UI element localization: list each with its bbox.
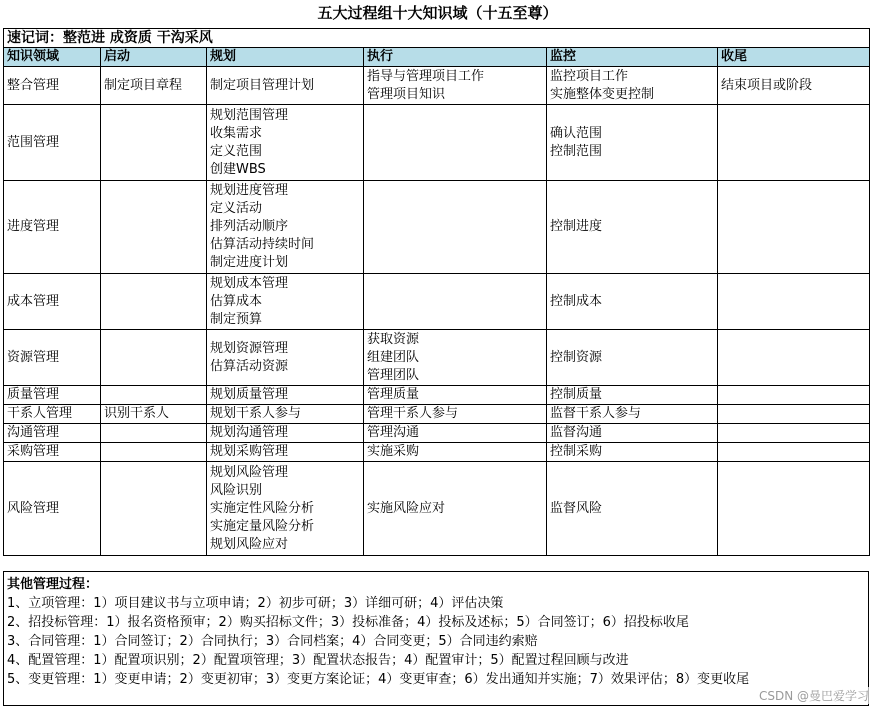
process-name: 组建团队: [367, 349, 420, 365]
process-name: 控制进度: [550, 219, 603, 234]
cell-monitoring: [547, 462, 718, 556]
cell-closing: [718, 330, 870, 386]
process-name: 控制质量: [550, 387, 603, 402]
process-name: 规划范围管理: [210, 107, 289, 123]
cell-area: 采购管理: [4, 443, 101, 462]
cell-planning: [207, 67, 364, 105]
process-name: 估算成本: [210, 293, 263, 309]
cell-closing: [718, 67, 870, 105]
cell-monitoring: [547, 424, 718, 443]
header-planning: 规划: [207, 48, 364, 67]
process-name: 管理团队: [367, 367, 420, 383]
cell-initiating: [101, 386, 207, 405]
cell-initiating: [101, 443, 207, 462]
cell-closing: [718, 405, 870, 424]
process-name: 管理质量: [367, 387, 420, 402]
other-process-item: 1、立项管理：1）项目建议书与立项申请；2）初步可研；3）详细可研；4）评估决策: [7, 596, 504, 611]
process-name: 监督干系人参与: [550, 406, 642, 421]
mnemonic-row: [4, 29, 870, 48]
header-executing: 执行: [364, 48, 547, 67]
cell-planning: [207, 274, 364, 330]
cell-monitoring: [547, 181, 718, 274]
table-row: [4, 462, 870, 556]
cell-planning: [207, 443, 364, 462]
table-row: [4, 443, 870, 462]
cell-planning: [207, 105, 364, 181]
cell-area: 范围管理: [4, 105, 101, 181]
cell-planning: [207, 462, 364, 556]
cell-executing: [364, 67, 547, 105]
header-monitoring: 监控: [547, 48, 718, 67]
process-name: 控制采购: [550, 444, 603, 459]
process-name: 规划风险管理: [210, 464, 289, 480]
cell-planning: [207, 405, 364, 424]
process-name: 实施定性风险分析: [210, 500, 315, 516]
cell-closing: [718, 443, 870, 462]
watermark: CSDN @曼巴爱学习: [758, 689, 869, 703]
cell-area: 沟通管理: [4, 424, 101, 443]
cell-initiating: [101, 181, 207, 274]
cell-area: 风险管理: [4, 462, 101, 556]
process-name: 规划干系人参与: [210, 406, 302, 421]
table-row: [4, 405, 870, 424]
cell-executing: [364, 443, 547, 462]
cell-monitoring: [547, 386, 718, 405]
process-name: 获取资源: [367, 331, 420, 347]
cell-executing: [364, 386, 547, 405]
cell-monitoring: [547, 405, 718, 424]
process-name: 识别干系人: [104, 406, 170, 421]
process-name: 管理干系人参与: [367, 406, 459, 421]
table-row: [4, 105, 870, 181]
cell-planning: [207, 181, 364, 274]
process-name: 收集需求: [210, 125, 263, 141]
other-processes-box: [3, 571, 869, 706]
process-name: 风险识别: [210, 482, 263, 498]
cell-initiating: [101, 424, 207, 443]
process-name: 创建WBS: [210, 161, 266, 177]
cell-closing: [718, 462, 870, 556]
process-name: 控制资源: [550, 349, 603, 365]
process-name: 监督风险: [550, 500, 603, 516]
process-name: 定义范围: [210, 143, 263, 159]
process-name: 估算活动资源: [210, 358, 289, 374]
cell-initiating: [101, 105, 207, 181]
cell-area: 进度管理: [4, 181, 101, 274]
process-name: 指导与管理项目工作: [367, 68, 485, 84]
cell-area: 干系人管理: [4, 405, 101, 424]
process-name: 实施整体变更控制: [550, 86, 655, 102]
cell-area: 成本管理: [4, 274, 101, 330]
cell-area: 质量管理: [4, 386, 101, 405]
process-name: 估算活动持续时间: [210, 237, 315, 252]
header-initiating: 启动: [101, 48, 207, 67]
cell-executing: [364, 405, 547, 424]
table-row: [4, 181, 870, 274]
process-name: 制定项目章程: [104, 77, 183, 93]
cell-closing: [718, 274, 870, 330]
cell-monitoring: [547, 443, 718, 462]
process-name: 控制范围: [550, 143, 603, 159]
process-name: 规划成本管理: [210, 275, 289, 291]
process-name: 规划采购管理: [210, 444, 289, 459]
process-name: 控制成本: [550, 293, 603, 309]
other-processes-title: 其他管理过程：: [7, 577, 99, 592]
cell-planning: [207, 386, 364, 405]
process-name: 管理项目知识: [367, 86, 446, 102]
cell-monitoring: [547, 105, 718, 181]
cell-initiating: [101, 462, 207, 556]
cell-closing: [718, 424, 870, 443]
table-row: [4, 386, 870, 405]
cell-executing: [364, 462, 547, 556]
process-name: 结束项目或阶段: [721, 77, 813, 93]
process-name: 确认范围: [550, 125, 603, 141]
mnemonic-text: 速记词：整范进 成资质 干沟采风: [4, 29, 870, 48]
process-name: 监督沟通: [550, 425, 603, 440]
cell-monitoring: [547, 330, 718, 386]
cell-monitoring: [547, 274, 718, 330]
process-name: 制定预算: [210, 311, 263, 327]
process-name: 监控项目工作: [550, 68, 629, 84]
cell-planning: [207, 424, 364, 443]
other-process-item: 4、配置管理：1）配置项识别；2）配置项管理；3）配置状态报告；4）配置审计；5）配置过程回顾与改进: [7, 653, 629, 668]
process-name: 定义活动: [210, 201, 263, 216]
process-name: 规划进度管理: [210, 183, 289, 198]
cell-closing: [718, 386, 870, 405]
process-name: 规划风险应对: [210, 536, 289, 552]
process-name: 制定进度计划: [210, 255, 289, 270]
process-name: 实施定量风险分析: [210, 518, 315, 534]
table-row: [4, 67, 870, 105]
cell-closing: [718, 181, 870, 274]
header-closing: 收尾: [718, 48, 870, 67]
other-process-item: 3、合同管理：1）合同签订；2）合同执行；3）合同档案；4）合同变更；5）合同违约索赔: [7, 634, 538, 649]
cell-monitoring: [547, 67, 718, 105]
cell-executing: [364, 105, 547, 181]
knowledge-area-table: [3, 28, 870, 556]
cell-executing: [364, 424, 547, 443]
cell-initiating: [101, 67, 207, 105]
header-row: [4, 48, 870, 67]
cell-planning: [207, 330, 364, 386]
cell-executing: [364, 274, 547, 330]
page-title: 五大过程组十大知识域（十五至尊）: [317, 4, 558, 22]
other-process-item: 2、招投标管理：1）报名资格预审；2）购买招标文件；3）投标准备；4）投标及述标；5）合同签订；6）招投标收尾: [7, 615, 689, 630]
process-name: 规划资源管理: [210, 340, 289, 356]
cell-area: 整合管理: [4, 67, 101, 105]
process-name: 制定项目管理计划: [210, 77, 315, 93]
process-name: 管理沟通: [367, 425, 420, 440]
table-row: [4, 330, 870, 386]
process-name: 实施采购: [367, 444, 420, 459]
cell-closing: [718, 105, 870, 181]
cell-executing: [364, 181, 547, 274]
table-row: [4, 274, 870, 330]
process-name: 规划沟通管理: [210, 425, 289, 440]
other-process-item: 5、变更管理：1）变更申请；2）变更初审；3）变更方案论证；4）变更审查；6）发出通知并实施；7）效果评估；8）变更收尾: [7, 672, 750, 687]
cell-executing: [364, 330, 547, 386]
process-name: 排列活动顺序: [210, 219, 289, 234]
cell-area: 资源管理: [4, 330, 101, 386]
cell-initiating: [101, 405, 207, 424]
process-name: 规划质量管理: [210, 387, 289, 402]
header-area: 知识领域: [4, 48, 101, 67]
cell-initiating: [101, 274, 207, 330]
cell-initiating: [101, 330, 207, 386]
process-name: 实施风险应对: [367, 500, 446, 516]
table-row: [4, 424, 870, 443]
